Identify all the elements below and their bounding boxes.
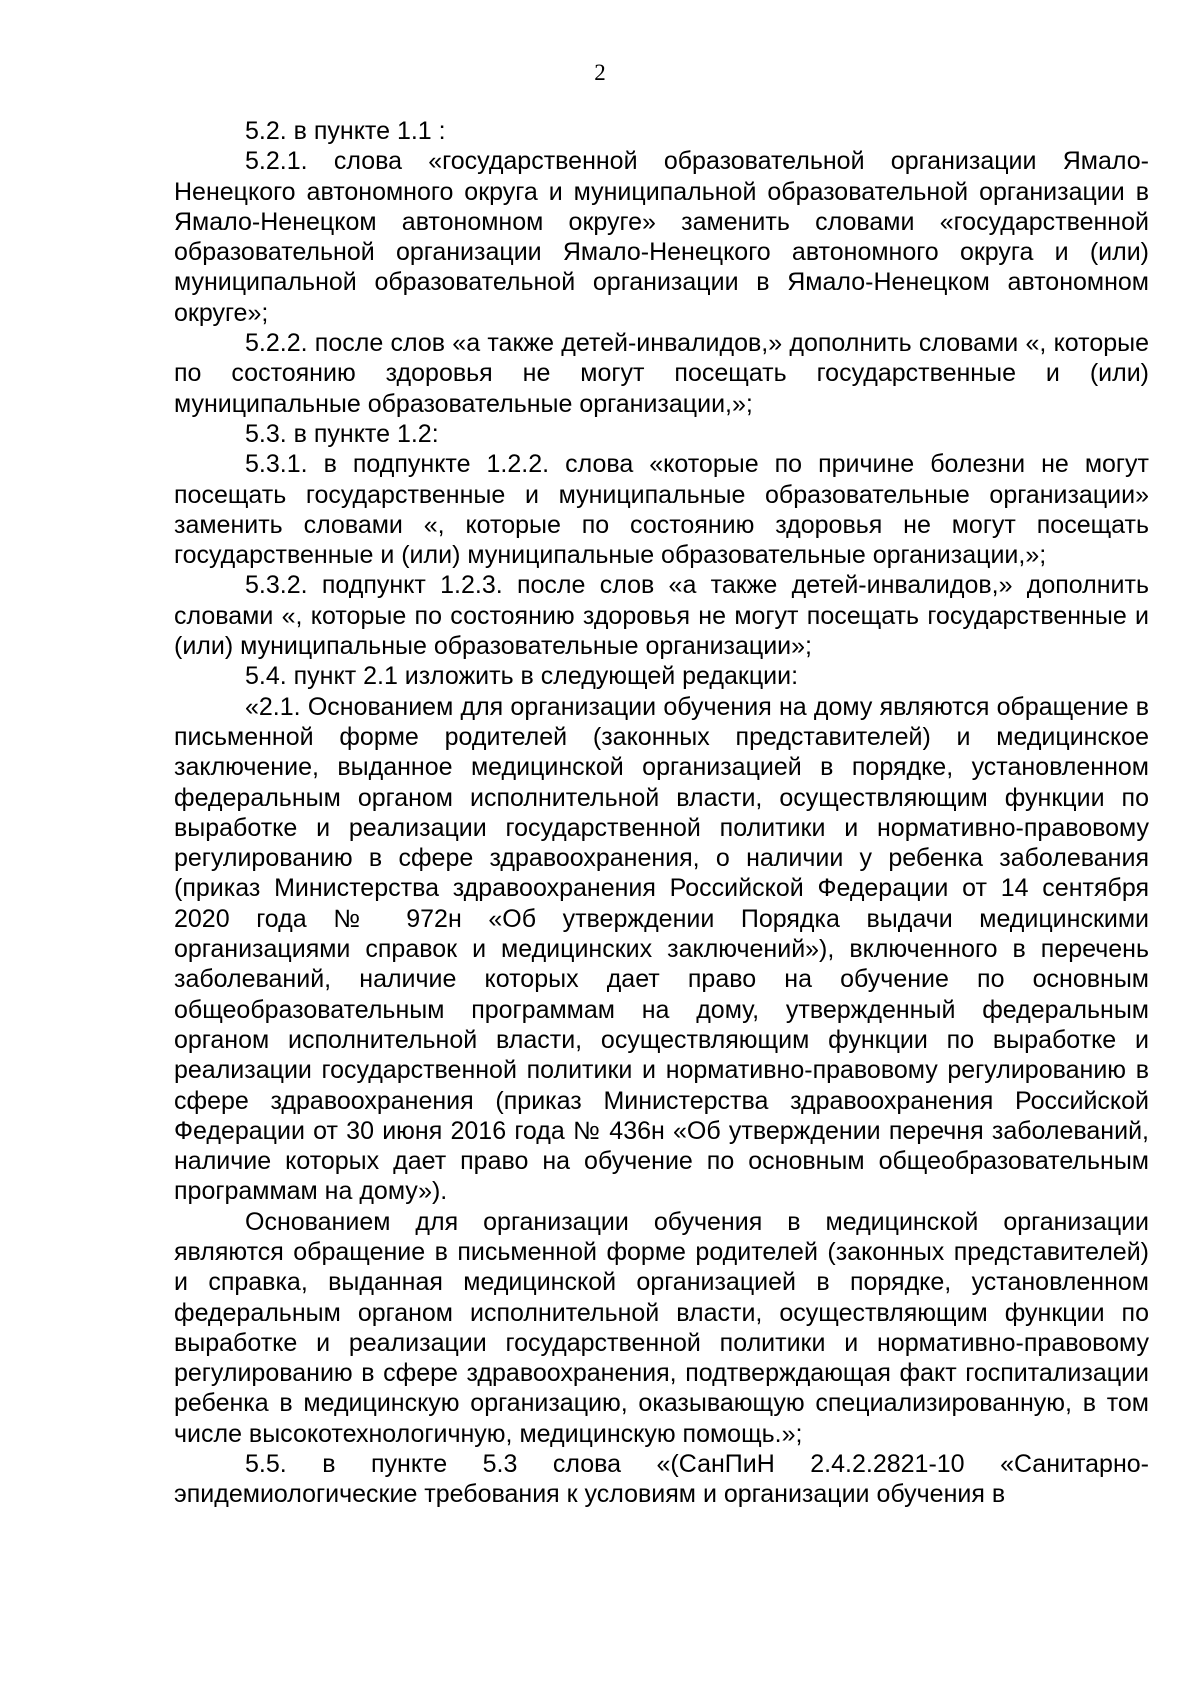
paragraph-2-1-new-text: «2.1. Основанием для организации обучения на дому являются обращение в письменной форме родителей (законных представителей) и медицинское заключение, выданное медицинской организацией в порядке, установленном федеральным органом исполнительной власти, осуществляющим функции по выработке и реализации государственной политики и нормативно-правовому регулированию в сфере здравоохранения, о наличии у ребенка заболевания (приказ Министерства здравоохранения Российской Федерации от 14 сентября 2020 года № 972н «Об утверждении Порядка выдачи медицинскими организациями справок и медицинских заключений»), включенного в перечень заболеваний, наличие которых дает право на обучение по основным общеобразовательным программам на дому, утвержденный федеральным органом исполнительной власти, осуществляющим функции по выработке и реализации государственной политики и нормативно-правовому регулированию в сфере здравоохранения (приказ Министерства здравоохранения Российской Федерации от 30 июня 2016 года № 436н «Об утверждении перечня заболеваний, наличие которых дает право на обучение по основным общеобразовательным программам на дому»). [174, 692, 1149, 1206]
paragraph-5-2-2: 5.2.2. после слов «а также детей-инвалидов,» дополнить словами «, которые по состоянию здоровья не могут посещать государственные и (или) муниципальные образовательные организации,»; [174, 329, 1149, 418]
document-body [174, 116, 1149, 1510]
paragraph-5-3-1: 5.3.1. в подпункте 1.2.2. слова «которые по причине болезни не могут посещать государственные и муниципальные образовательные организации» заменить словами «, которые по состоянию здоровья не могут посещать государственные и (или) муниципальные образовательные организации,»; [174, 450, 1149, 570]
paragraph-5-3: 5.3. в пункте 1.2: [245, 419, 439, 448]
paragraph-5-4: 5.4. пункт 2.1 изложить в следующей редакции: [245, 662, 799, 691]
paragraph-5-3-2: 5.3.2. подпункт 1.2.3. после слов «а также детей-инвалидов,» дополнить словами «, которые по состоянию здоровья не могут посещать государственные и (или) муниципальные образовательные организации»; [174, 571, 1149, 661]
paragraph-5-2: 5.2. в пункте 1.1 : [245, 117, 446, 145]
paragraph-5-2-1: 5.2.1. слова «государственной образовательной организации Ямало-Ненецкого автономного округа и муниципальной образовательной организации в Ямало-Ненецком автономном округе» заменить словами «государственной образовательной организации Ямало-Ненецкого автономного округа и (или) муниципальной образовательной организации в Ямало-Ненецком автономном округе»; [174, 147, 1149, 327]
page-number: 2 [594, 60, 606, 85]
paragraph-2-1-medical-org: Основанием для организации обучения в медицинской организации являются обращение в письменной форме родителей (законных представителей) и справка, выданная медицинской организацией в порядке, установленном федеральным органом исполнительной власти, осуществляющим функции по выработке и реализации государственной политики и нормативно-правовому регулированию в сфере здравоохранения, подтверждающая факт госпитализации ребенка в медицинскую организацию, оказывающую специализированную, в том числе высокотехнологичную, медицинскую помощь.»; [174, 1207, 1149, 1448]
paragraph-5-5: 5.5. в пункте 5.3 слова «(СанПиН 2.4.2.2821-10 «Санитарно-эпидемиологические требования к условиям и организации обучения в [174, 1450, 1149, 1509]
